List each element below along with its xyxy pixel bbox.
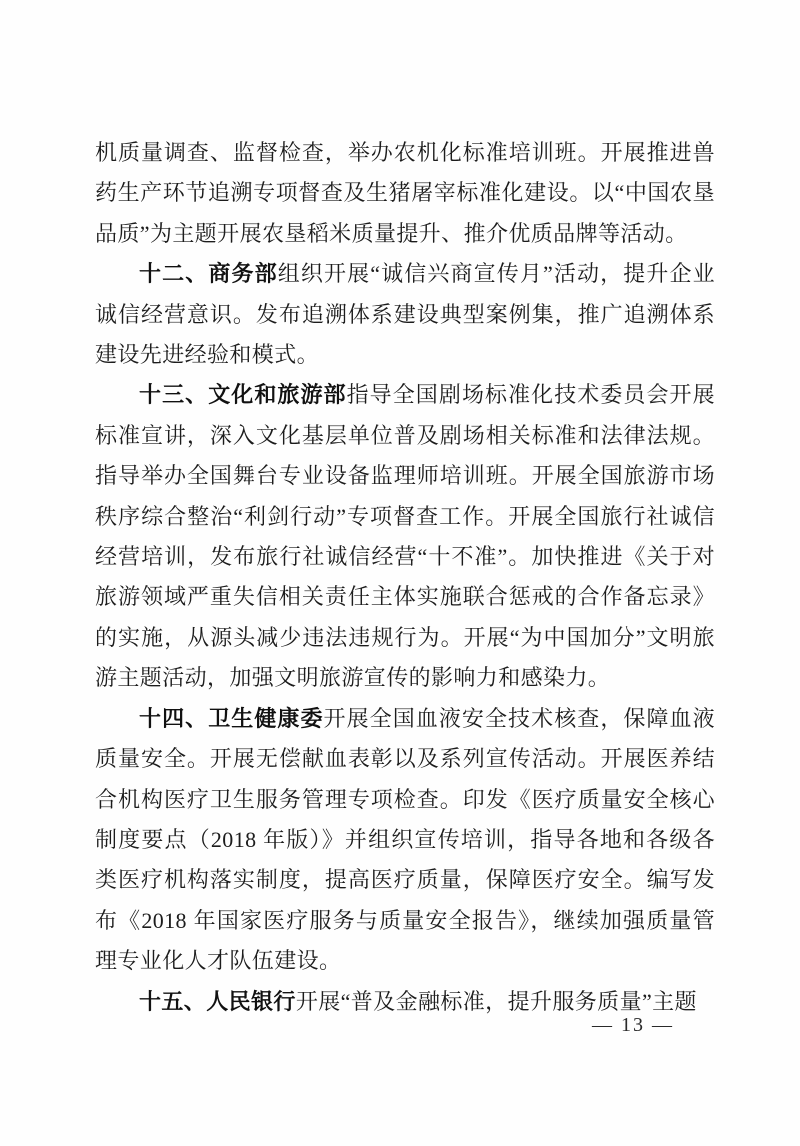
paragraph-heading: 十三、文化和旅游部 [139, 382, 347, 408]
paragraph: 十五、人民银行开展“普及金融标准，提升服务质量”主题 [139, 988, 697, 1014]
paragraph: 十三、文化和旅游部指导全国剧场标准化技术委员会开展标准宣讲，深入文化基层单位普及剧场相关标准和法律法规。指导举办全国舞台专业设备监理师培训班。开展全国旅游市场秩序综合整治“利剑行动”专项督查工作。开展全国旅行社诚信经营培训，发布旅行社诚信经营“十不准”。加快推进《关于对旅游领域严重失信相关责任主体实施联合惩戒的合作备忘录》的实施，从源头减少违法违规行为。开展“为中国加分”文明旅游主题活动，加强文明旅游宣传的影响力和感染力。 [95, 382, 716, 691]
paragraph: 机质量调查、监督检查，举办农机化标准培训班。开展推进兽药生产环节追溯专项督查及生猪屠宰标准化建设。以“中国农垦品质”为主题开展农垦稻米质量提升、推介优质品牌等活动。 [95, 140, 715, 246]
paragraph: 十四、卫生健康委开展全国血液安全技术核查，保障血液质量安全。开展无偿献血表彰以及系列宣传活动。开展医养结合机构医疗卫生服务管理专项检查。印发《医疗质量安全核心制度要点（2018 年版）》并组织宣传培训，指导各地和各级各类医疗机构落实制度，提高医疗质量，保障医疗安全。编写发布《2018 年国家医疗服务与质量安全报告》，继续加强质量管理专业化人才队伍建设。 [95, 705, 715, 974]
page-number: — 13 — [592, 1014, 674, 1036]
document-body [95, 133, 715, 1022]
paragraph: 十二、商务部组织开展“诚信兴商宣传月”活动，提升企业诚信经营意识。发布追溯体系建设典型案例集，推广追溯体系建设先进经验和模式。 [95, 261, 716, 368]
paragraph-heading: 十四、卫生健康委 [139, 705, 324, 731]
paragraph-heading: 十五、人民银行 [139, 988, 296, 1014]
paragraph-heading: 十二、商务部 [139, 261, 278, 287]
